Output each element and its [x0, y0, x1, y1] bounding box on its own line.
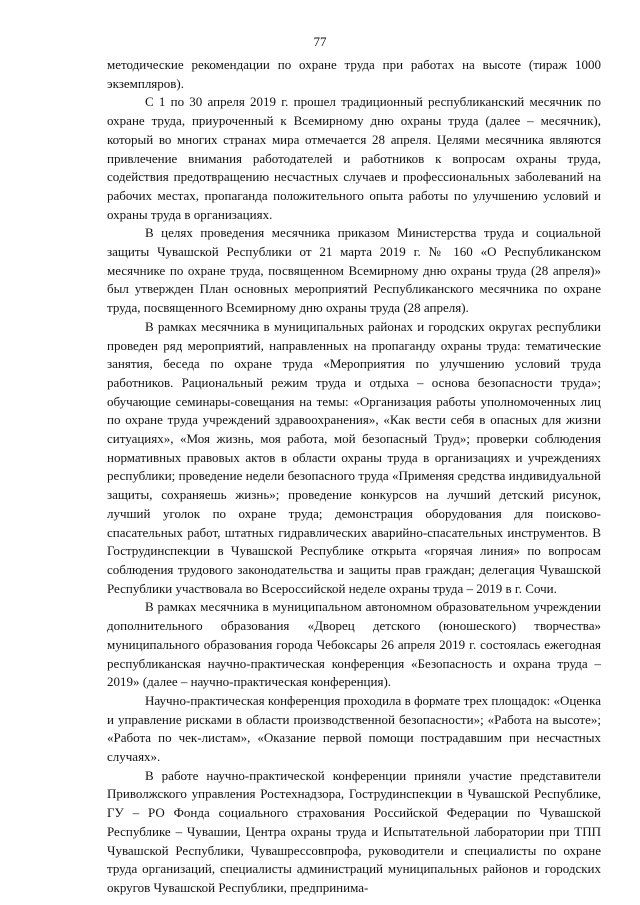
paragraph-municipal-events: В рамках месячника в муниципальных районах и городских округах республики проведен ряд мероприятий, направленных на пропаганду охраны труда: тематические занятия, беседа по охране труда «Мероприятия по улучшению условий труда работников. Рациональный режим труда и отдыха – основа безопасности труда»; обучающие семинары-совещания на темы: «Организация работы уполномоченных лиц по охране труда учреждений здравоохранения», «Как вести себя в опасных для жизни ситуациях», «Моя жизнь, моя работа, мой безопасный Труд»; проверки соблюдения нормативных правовых актов в области охраны труда в организациях и учреждениях республики; проведение недели безопасного труда «Применяя средства индивидуальной защиты, сохраняешь жизнь»; проведение конкурсов на лучший детский рисунок, лучший уголок по охране труда; демонстрация оборудования для поисково-спасательных работ, штатных гидравлических аварийно-спасательных инструментов. В Гострудинспекции в Чувашской Республике открыта «горячая линия» по вопросам соблюдения трудового законодательства и защиты прав граждан; делегация Чувашской Республики участвовала во Всероссийской неделе охраны труда – 2019 в г. Сочи.	[107, 318, 601, 596]
paragraph-ministry-order: В целях проведения месячника приказом Министерства труда и социальной защиты Чувашской Республики от 21 марта 2019 г. № 160 «О Республиканском месячнике по охране труда, посвященном Всемирному дню охраны труда (28 апреля)» был утвержден План основных мероприятий Республиканского месячника по охране труда, посвященного Всемирному дню охраны труда (28 апреля).	[107, 225, 601, 316]
paragraph-participants: В работе научно-практической конференции приняли участие представители Приволжского управления Ростехнадзора, Гострудинспекции в Чувашской Республике, ГУ – РО Фонда социального страхования Российской Федерации по Чувашской Республике – Чувашии, Центра охраны труда и Испытательной лаборатории при ТПП Чувашской Республики, Чувашрессовпрофа, руководители и специалисты по охране труда организаций, специалисты администраций муниципальных районов и городских округов Чувашской Республики, предпринима-	[107, 767, 601, 895]
body-text	[107, 56, 601, 898]
paragraph-monthly-event: С 1 по 30 апреля 2019 г. прошел традиционный республиканский месячник по охране труда, приуроченный к Всемирному дню охраны труда (далее – месячник), который во многих странах мира отмечается 28 апреля. Целями месячника являются привлечение внимания работодателей и работников к вопросам охраны труда, содействия предотвращению несчастных случаев и профессиональных заболеваний на рабочих местах, пропаганда положительного опыта работы по улучшению условий и охраны труда в организациях.	[107, 94, 601, 222]
page-number: 77	[313, 34, 327, 49]
paragraph-conference-format: Научно-практическая конференция проходила в формате трех площадок: «Оценка и управление рисками в области производственной безопасности»; «Работа на высоте»; «Работа по чек-листам», «Оказание первой помощи пострадавшим при несчастных случаях».	[107, 692, 601, 765]
paragraph-continuation: методические рекомендации по охране труда при работах на высоте (тираж 1000 экземпляров).	[107, 57, 601, 91]
paragraph-conference: В рамках месячника в муниципальном автономном образовательном учреждении дополнительного образования «Дворец детского (юношеского) творчества» муниципального образования города Чебоксары 26 апреля 2019 г. состоялась ежегодная республиканская научно-практическая конференция «Безопасность и охрана труда – 2019» (далее – научно-практическая конференция).	[107, 599, 601, 690]
